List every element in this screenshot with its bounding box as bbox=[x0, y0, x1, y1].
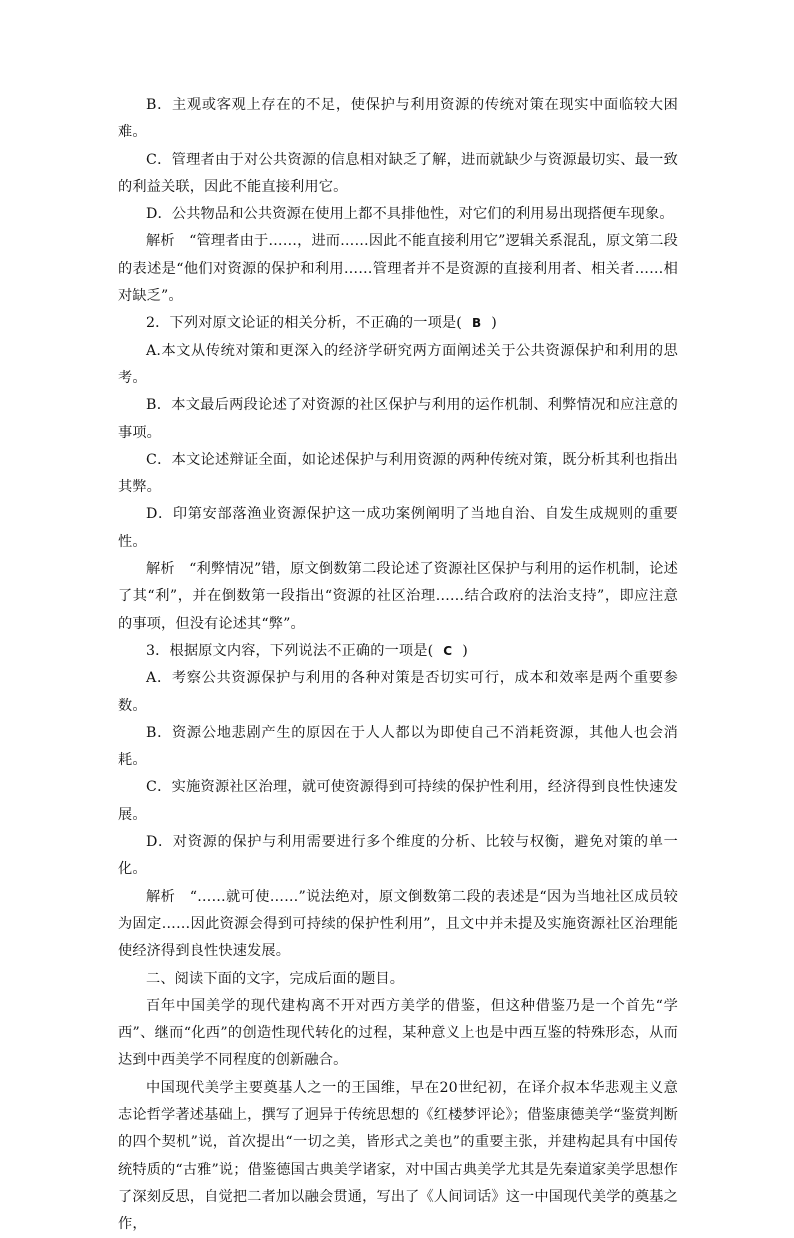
option-b-q3 bbox=[118, 720, 678, 775]
document-page bbox=[118, 92, 678, 1238]
question-2 bbox=[118, 310, 678, 337]
question-3 bbox=[118, 638, 678, 665]
paragraph-text: 中国现代美学主要奠基人之一的王国维，早在20世纪初，在译介叔本华悲观主义意志论哲学著述基础上，撰写了迥异于传统思想的《红楼梦评论》；借鉴康德美学“鉴赏判断的四个契机”说，首次提出“一切之美，皆形式之美也”的重要主张，并建构起具有中国传统特质的“古雅”说；借鉴德国古典美学诸家，对中国古典美学尤其是先秦道家美学思想作了深刻反思，自觉把二者加以融会贯通，写出了《人间词话》这一中国现代美学的奠基之作， bbox=[118, 1079, 678, 1233]
option-b-q1 bbox=[118, 92, 678, 147]
paragraph-text: A.本文从传统对策和更深入的经济学研究两方面阐述关于公共资源保护和利用的思考。 bbox=[118, 342, 678, 386]
answer-letter: C bbox=[443, 643, 453, 658]
option-d-q2 bbox=[118, 501, 678, 556]
section-heading bbox=[118, 966, 678, 993]
option-d-q1 bbox=[118, 201, 678, 228]
paragraph-text: C．实施资源社区治理，就可使资源得到可持续的保护性利用，经济得到良性快速发展。 bbox=[118, 779, 678, 823]
paragraph-text: 解析 “利弊情况”错，原文倒数第二段论述了资源社区保护与利用的运作机制，论述了其“利”，并在倒数第一段指出“资源的社区治理……结合政府的法治支持”，即应注意的事项，但没有论述其“弊”。 bbox=[118, 561, 678, 632]
option-c-q1 bbox=[118, 147, 678, 202]
passage-paragraph-2 bbox=[118, 1075, 678, 1238]
analysis-q1 bbox=[118, 228, 678, 310]
option-b-q2 bbox=[118, 392, 678, 447]
question-text: 2．下列对原文论证的相关分析，不正确的一项是( bbox=[146, 315, 462, 332]
passage-paragraph-1 bbox=[118, 993, 678, 1075]
paragraph-text: 二、阅读下面的文字，完成后面的题目。 bbox=[146, 970, 405, 987]
paragraph-text: B．主观或客观上存在的不足，使保护与利用资源的传统对策在现实中面临较大困难。 bbox=[118, 97, 678, 141]
paragraph-text: A．考察公共资源保护与利用的各种对策是否切实可行，成本和效率是两个重要参数。 bbox=[118, 670, 678, 714]
paragraph-text: 解析 “……就可使……”说法绝对，原文倒数第二段的表述是“因为当地社区成员较为固定……因此资源会得到可持续的保护性利用”，且文中并未提及实施资源社区治理能使经济得到良性快速发展。 bbox=[118, 888, 678, 960]
analysis-q3 bbox=[118, 884, 678, 966]
question-close: ) bbox=[491, 315, 497, 332]
option-c-q2 bbox=[118, 447, 678, 502]
paragraph-text: C．本文论述辩证全面，如论述保护与利用资源的两种传统对策，既分析其利也指出其弊。 bbox=[118, 451, 678, 496]
option-c-q3 bbox=[118, 774, 678, 829]
answer-letter: B bbox=[471, 316, 482, 331]
question-text: 3．根据原文内容，下列说法不正确的一项是( bbox=[146, 642, 434, 659]
paragraph-text: D．印第安部落渔业资源保护这一成功案例阐明了当地自治、自发生成规则的重要性。 bbox=[118, 506, 678, 550]
paragraph-text: C．管理者由于对公共资源的信息相对缺乏了解，进而就缺少与资源最切实、最一致的利益关联，因此不能直接利用它。 bbox=[118, 151, 678, 195]
paragraph-text: D．公共物品和公共资源在使用上都不具排他性，对它们的利用易出现搭便车现象。 bbox=[146, 206, 674, 223]
question-close: ) bbox=[462, 642, 468, 659]
option-d-q3 bbox=[118, 829, 678, 884]
paragraph-text: 解析 “管理者由于……，进而……因此不能直接利用它”逻辑关系混乱，原文第二段的表述是“他们对资源的保护和利用……管理者并不是资源的直接利用者、相关者……相对缺乏”。 bbox=[118, 233, 678, 305]
option-a-q3 bbox=[118, 665, 678, 720]
paragraph-text: 百年中国美学的现代建构离不开对西方美学的借鉴，但这种借鉴乃是一个首先“学西”、继而“化西”的创造性现代转化的过程，某种意义上也是中西互鉴的特殊形态，从而达到中西美学不同程度的创新融合。 bbox=[118, 997, 678, 1069]
option-a-q2 bbox=[118, 338, 678, 393]
paragraph-text: D．对资源的保护与利用需要进行多个维度的分析、比较与权衡，避免对策的单一化。 bbox=[118, 834, 678, 878]
paragraph-text: B．资源公地悲剧产生的原因在于人人都以为即使自己不消耗资源，其他人也会消耗。 bbox=[118, 724, 678, 769]
paragraph-text: B．本文最后两段论述了对资源的社区保护与利用的运作机制、利弊情况和应注意的事项。 bbox=[118, 397, 678, 441]
analysis-q2 bbox=[118, 556, 678, 638]
